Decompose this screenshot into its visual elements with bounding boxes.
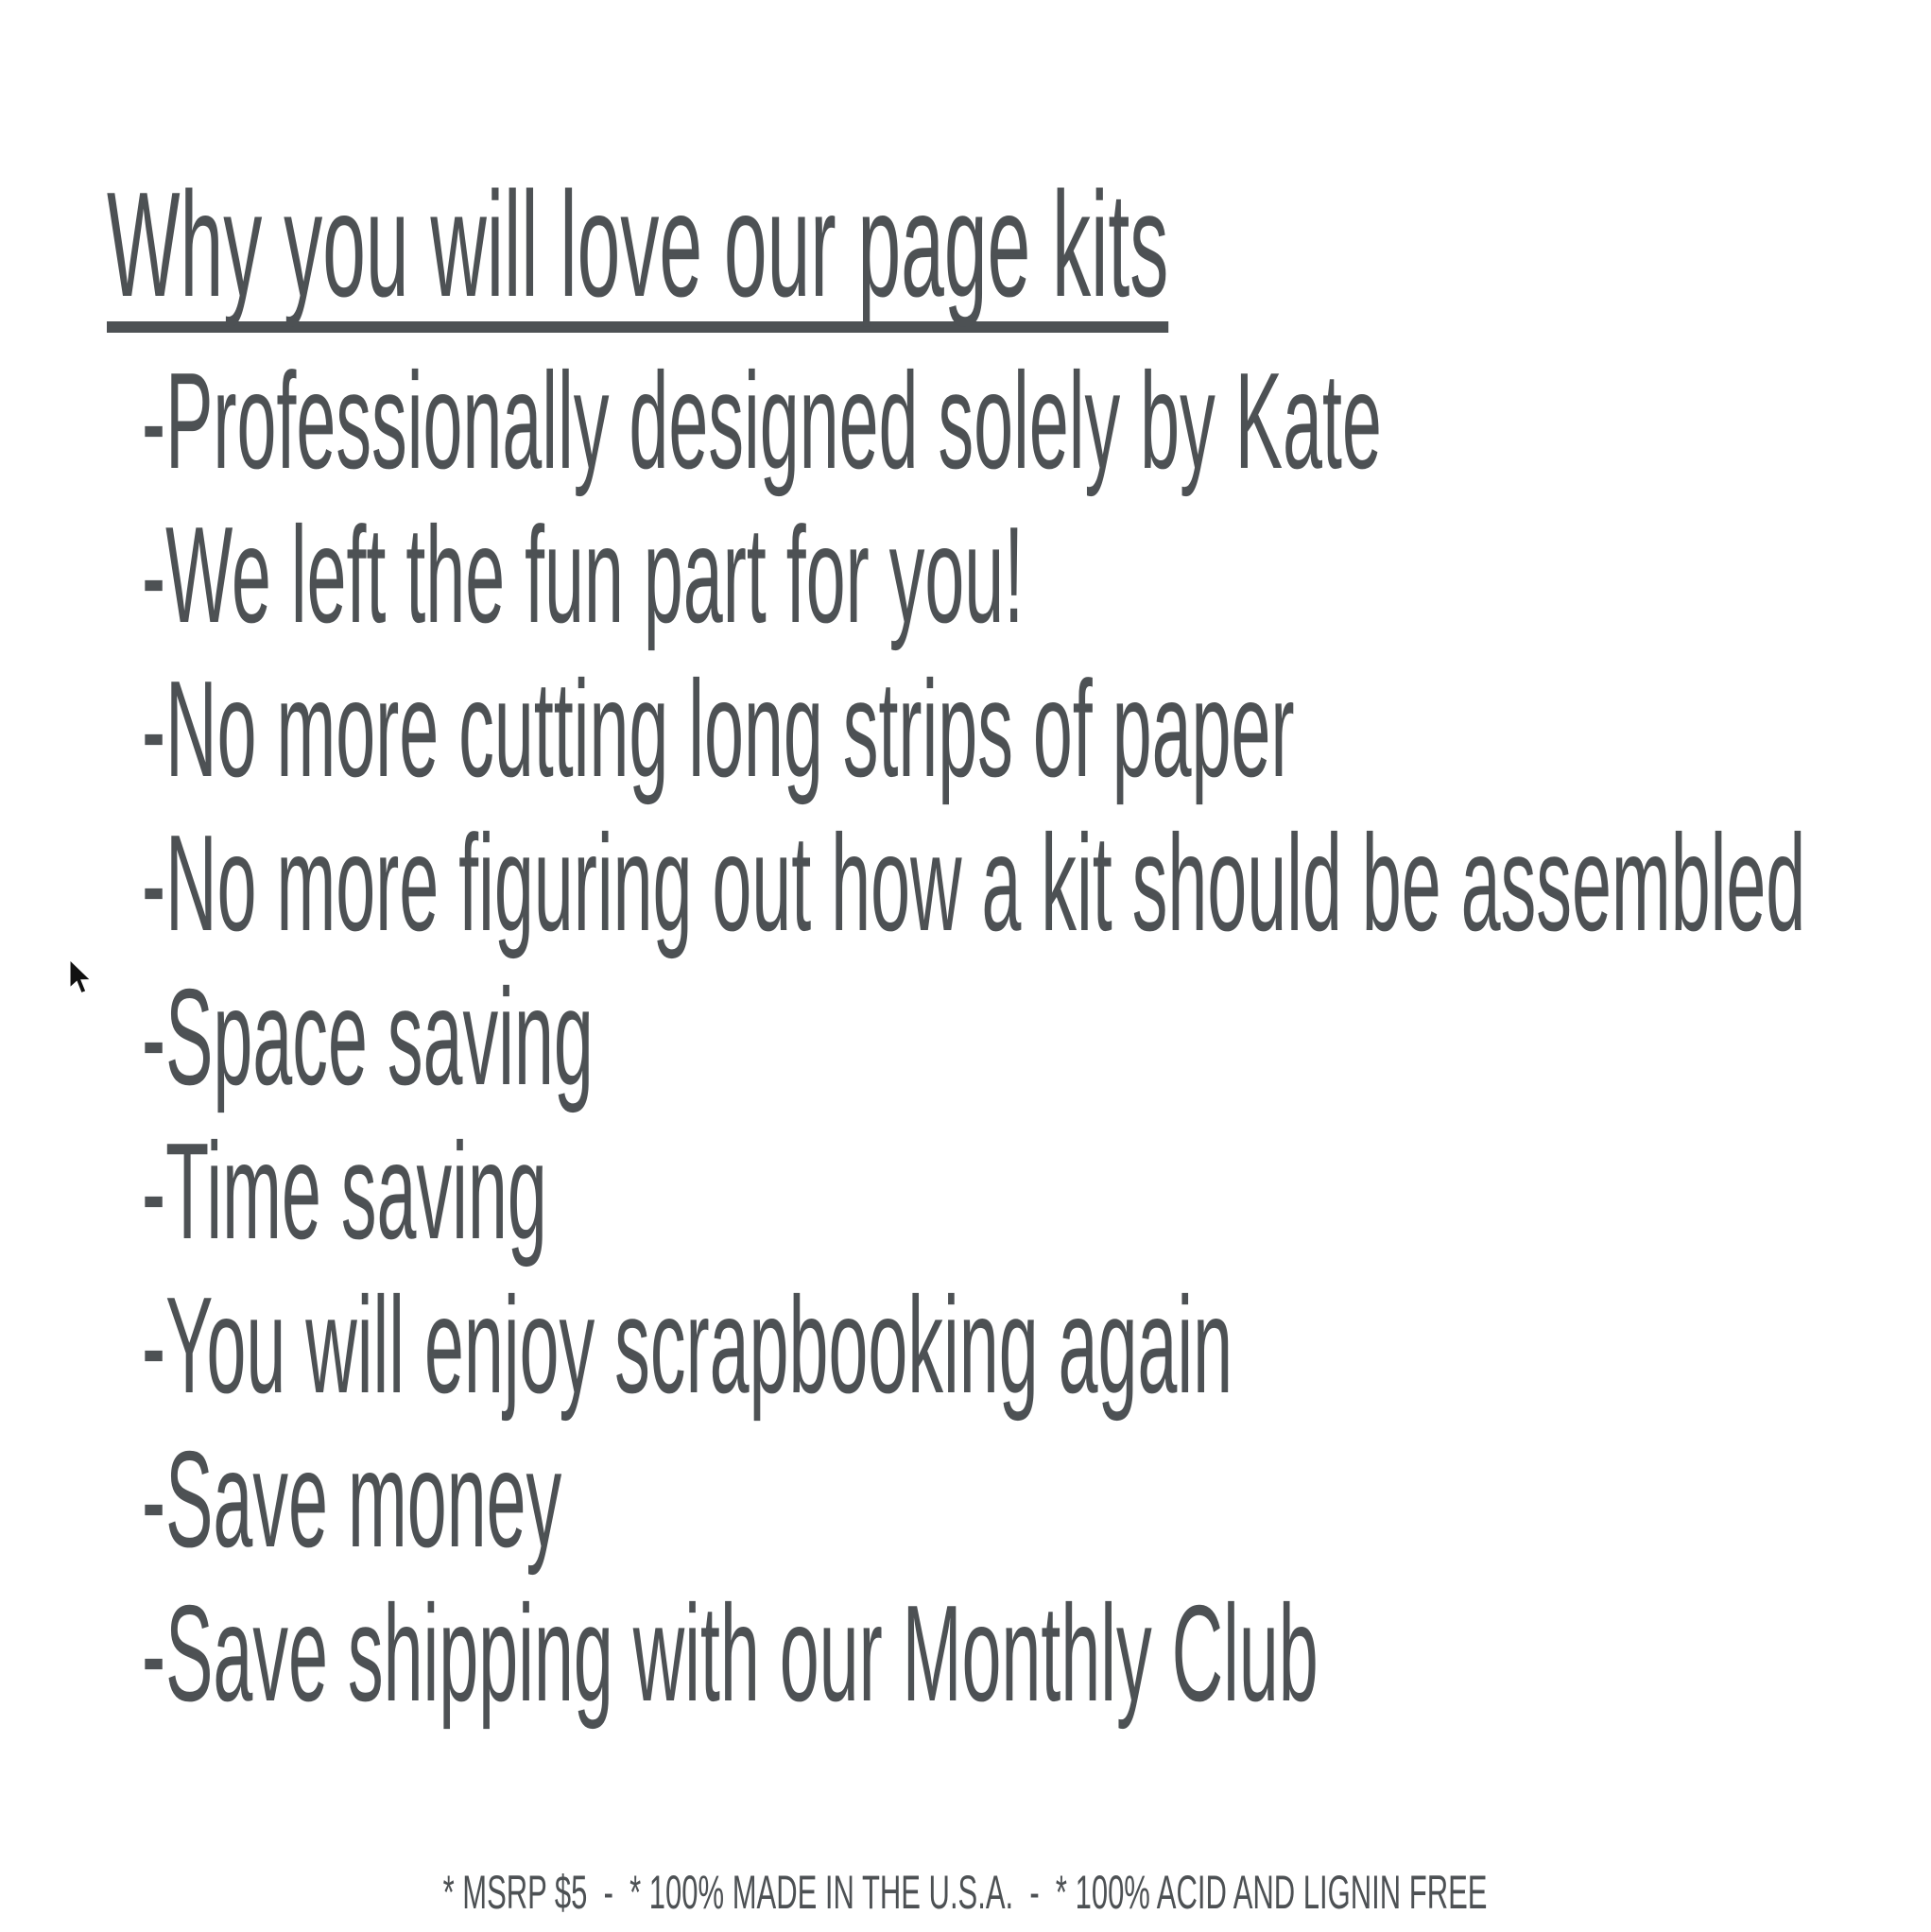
list-item (142, 1268, 1931, 1423)
benefits-list (142, 344, 1931, 1731)
list-item-text: -No more cutting long strips of paper (142, 652, 1295, 805)
list-item (142, 344, 1931, 498)
page-title (107, 162, 1931, 333)
list-item (142, 1423, 1931, 1577)
list-item-text: -Professionally designed solely by Kate (142, 344, 1382, 497)
list-item-text: -Time saving (142, 1114, 547, 1268)
footer-note: * MSRP $5 - * 100% MADE IN THE U.S.A. - * 100% ACID AND LIGNIN FREE (443, 1866, 1488, 1919)
list-item (142, 1114, 1931, 1268)
list-item-text: -You will enjoy scrapbooking again (142, 1268, 1233, 1422)
page-title-text: Why you will love our page kits (107, 170, 1168, 333)
list-item-text: -Save money (142, 1423, 562, 1576)
list-item-text: -Save shipping with our Monthly Club (142, 1577, 1319, 1730)
list-item (142, 498, 1931, 652)
list-item-text: -We left the fun part for you! (142, 498, 1025, 651)
list-item-text: -No more figuring out how a kit should be assembled (142, 806, 1806, 959)
list-item-text: -Space saving (142, 960, 594, 1113)
list-item (142, 1577, 1931, 1731)
mouse-cursor-icon (68, 957, 96, 997)
list-item (142, 960, 1931, 1114)
list-item (142, 806, 1931, 960)
footer (0, 1864, 1931, 1921)
list-item (142, 652, 1931, 806)
